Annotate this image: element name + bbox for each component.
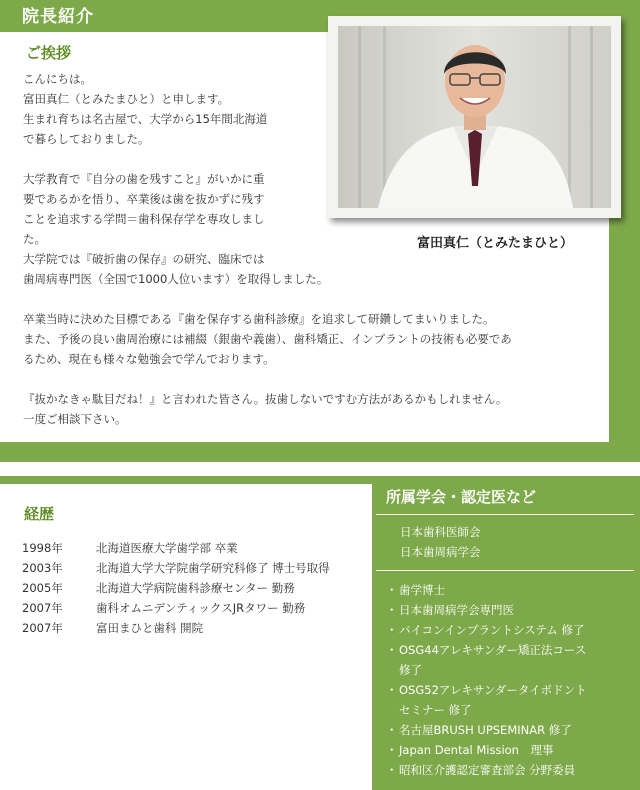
bullet-icon: ・ (386, 603, 398, 617)
credentials-list (386, 580, 636, 780)
director-name-caption: 富田真仁（とみたまひと） (416, 236, 573, 251)
credential-text: 歯学博士 (399, 583, 445, 597)
career-item (22, 578, 372, 598)
director-photo-frame (328, 16, 621, 218)
credential-item (386, 640, 636, 680)
career-year: 2003年 (22, 561, 63, 575)
affiliations-divider (376, 514, 634, 515)
bullet-icon: ・ (386, 683, 398, 697)
affiliations-divider (376, 570, 634, 571)
career-year: 2007年 (22, 621, 63, 635)
bullet-icon: ・ (386, 643, 398, 657)
credential-text: バイコンインプラントシステム 修了 (399, 623, 585, 637)
greeting-paragraph: こんにちは。 富田真仁（とみたまひと）と申します。 生まれ育ちは名古屋で、大学から15年間北海道 で暮らしておりました。 (23, 72, 268, 146)
greeting-title: ご挨拶 (26, 44, 72, 62)
credential-item (386, 620, 636, 640)
organization-item: 日本歯周病学会 (400, 545, 481, 559)
credential-text: 昭和区介護認定審査部会 分野委員 (399, 763, 576, 777)
affiliations-title: 所属学会・認定医など (386, 488, 537, 506)
affiliations-organizations (400, 522, 481, 562)
career-desc: 富田まひと歯科 開院 (96, 621, 204, 635)
director-photo (338, 26, 611, 208)
credential-item (386, 600, 636, 620)
career-item (22, 538, 372, 558)
greeting-paragraph: 『抜かなきゃ駄目だね！』と言われた皆さん。抜歯しないですむ方法があるかもしれません。 一度ご相談下さい。 (23, 392, 508, 426)
affiliations-section (372, 484, 640, 790)
career-item (22, 598, 372, 618)
career-year: 2007年 (22, 601, 63, 615)
bullet-icon: ・ (386, 743, 398, 757)
page-title: 院長紹介 (22, 7, 94, 27)
greeting-spacer (23, 289, 603, 309)
credential-item (386, 720, 636, 740)
credential-text: OSG44アレキサンダー矯正法コース 修了 (399, 643, 587, 677)
career-title: 経歴 (24, 505, 55, 523)
director-portrait-image (338, 26, 611, 208)
career-item (22, 558, 372, 578)
career-desc: 北海道医療大学歯学部 卒業 (96, 541, 238, 555)
credential-text: 名古屋BRUSH UPSEMINAR 修了 (399, 723, 572, 737)
bullet-icon: ・ (386, 723, 398, 737)
career-desc: 北海道大学大学院歯学研究科修了 博士号取得 (96, 561, 330, 575)
greeting-paragraph: 歯周病専門医（全国で1000人位います）を取得しました。 (23, 272, 329, 286)
credential-text: OSG52アレキサンダータイポドント セミナー 修了 (399, 683, 587, 717)
credential-item (386, 580, 636, 600)
credential-item (386, 740, 636, 760)
greeting-spacer (23, 369, 603, 389)
career-year: 2005年 (22, 581, 63, 595)
organization-item: 日本歯科医師会 (400, 525, 481, 539)
greeting-paragraph: 大学教育で『自分の歯を残すこと』がいかに重 要であるかを悟り、卒業後は歯を抜かずに残す ことを追求する学問＝歯科保存学を専攻しまし た。 大学院では『破折歯の保存』の研究、臨床では (23, 172, 265, 266)
bullet-icon: ・ (386, 623, 398, 637)
credential-text: Japan Dental Mission 理事 (399, 743, 554, 757)
greeting-paragraph: 卒業当時に決めた目標である『歯を保存する歯科診療』を追求して研鑽してまいりました。 また、予後の良い歯周治療には補綴（銀歯や義歯）、歯科矯正、インプラントの技術も必要であ るため、現在も様々な勉強会で学んでおります。 (23, 312, 512, 366)
career-section (0, 484, 372, 790)
credential-text: 日本歯周病学会専門医 (399, 603, 514, 617)
career-desc: 北海道大学病院歯科診療センター 勤務 (96, 581, 295, 595)
bullet-icon: ・ (386, 763, 398, 777)
career-item (22, 618, 372, 638)
career-desc: 歯科オムニデンティックスJRタワー 勤務 (96, 601, 306, 615)
credential-item (386, 680, 636, 720)
bullet-icon: ・ (386, 583, 398, 597)
section-divider (0, 476, 640, 484)
credential-item (386, 760, 636, 780)
career-list (22, 538, 372, 638)
career-year: 1998年 (22, 541, 63, 555)
